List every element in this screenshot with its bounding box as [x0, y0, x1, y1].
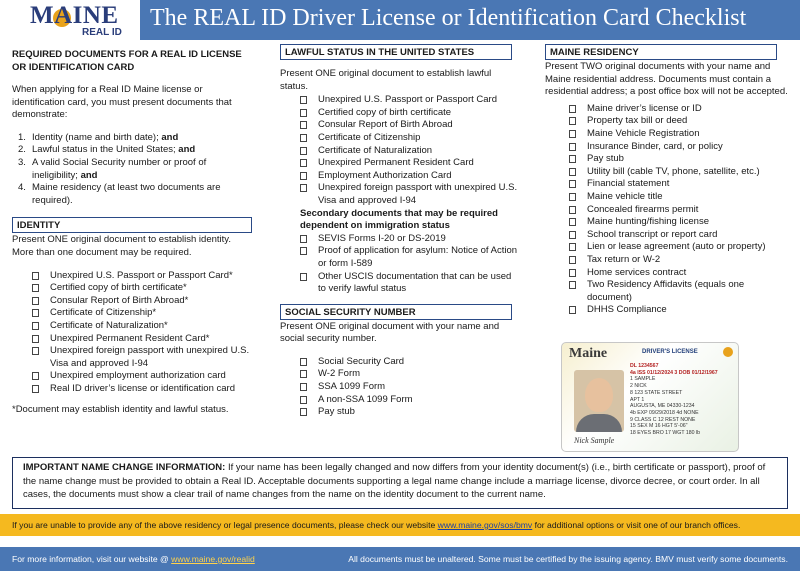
page-title: The REAL ID Driver License or Identification Card Checklist — [150, 5, 747, 31]
item-number: 4. — [18, 182, 26, 194]
checkbox[interactable] — [300, 109, 307, 117]
checklist-item — [280, 182, 520, 207]
checkbox[interactable] — [569, 143, 576, 151]
checkbox[interactable] — [569, 117, 576, 125]
name-change-box — [12, 457, 788, 509]
checklist-item-label: SSA 1099 Form — [318, 381, 386, 393]
checkbox[interactable] — [300, 172, 307, 180]
checklist-item-label: Certified copy of birth certificate — [318, 106, 452, 118]
realid-website-link[interactable]: www.maine.gov/realid — [171, 554, 255, 564]
checkbox[interactable] — [569, 193, 576, 201]
required-heading: REQUIRED DOCUMENTS FOR A REAL ID LICENSE OR IDENTIFICATION CARD — [12, 49, 242, 73]
card-type: DRIVER'S LICENSE — [642, 349, 698, 355]
card-detail-line: 8 123 STATE STREET — [630, 389, 683, 396]
checklist-item — [545, 166, 790, 179]
photo-shirt — [576, 414, 622, 432]
checkbox[interactable] — [300, 273, 307, 281]
checklist-item-label: Certificate of Citizenship — [318, 131, 421, 143]
item-number: 3. — [18, 156, 26, 168]
card-signature: Nick Sample — [574, 436, 615, 445]
checklist-item — [12, 370, 252, 383]
checklist-item — [280, 107, 520, 120]
card-detail-line: AUGUSTA, ME 04330-1234 — [630, 403, 695, 410]
checklist-item — [280, 394, 520, 407]
card-detail-line: 2 NICK — [630, 383, 647, 390]
item-text: Maine residency (at least two documents are required). — [32, 182, 221, 206]
checkbox[interactable] — [300, 134, 307, 142]
card-detail-line: 4b EXP 09/29/2018 4d NONE — [630, 409, 699, 416]
checkbox[interactable] — [569, 168, 576, 176]
checkbox[interactable] — [569, 243, 576, 251]
residency-checklist — [545, 103, 790, 317]
checklist-item — [545, 267, 790, 280]
checklist-item-label: A non-SSA 1099 Form — [318, 393, 413, 405]
checklist-item-label: Employment Authorization Card — [318, 169, 452, 181]
item-conjunction: and — [161, 131, 179, 143]
checklist-item-label: Pay stub — [318, 406, 355, 418]
ssn-intro: Present ONE original document with your name and social security number. — [280, 320, 500, 345]
notice-text-after: for additional options or visit one of our branch offices. — [532, 520, 741, 530]
checkbox[interactable] — [300, 383, 307, 391]
card-details — [630, 363, 735, 437]
name-change-paragraph — [23, 461, 777, 502]
checklist-item-label: Social Security Card — [318, 355, 405, 367]
item-conjunction: and — [178, 144, 196, 156]
identity-footnote: *Document may establish identity and lawful status. — [12, 404, 229, 416]
checklist-item-label: School transcript or report card — [587, 228, 718, 240]
lawful-intro: Present ONE original document to establish lawful status. — [280, 68, 492, 92]
checklist-item — [545, 241, 790, 254]
checklist-item-label: Unexpired U.S. Passport or Passport Card* — [50, 269, 233, 281]
checklist-item — [545, 103, 790, 116]
checklist-item — [12, 383, 252, 396]
checklist-item-label: Certificate of Naturalization* — [50, 319, 168, 331]
bmv-website-link[interactable]: www.maine.gov/sos/bmv — [437, 520, 533, 530]
checkbox[interactable] — [32, 309, 39, 317]
checklist-item-label: Certificate of Citizenship* — [50, 307, 157, 319]
checklist-item-label: Home services contract — [587, 266, 687, 278]
checkbox[interactable] — [300, 408, 307, 416]
checklist-item — [545, 178, 790, 191]
checkbox[interactable] — [569, 155, 576, 163]
logo-word: MAINE — [30, 2, 119, 29]
checklist-item-label: Maine vehicle title — [587, 190, 663, 202]
card-detail-line: DL 1234567 — [630, 363, 659, 369]
checklist-item — [280, 157, 520, 170]
identity-intro: Present ONE original document to establish identity. More than one document may be required. — [12, 234, 231, 258]
item-number: 1. — [18, 131, 26, 143]
card-photo — [574, 370, 624, 432]
item-text: Lawful status in the United States; — [32, 144, 179, 156]
ssn-checklist — [280, 356, 520, 419]
checklist-item-label: Consular Report of Birth Abroad* — [50, 294, 189, 306]
card-brand: Maine — [569, 346, 608, 361]
checklist-item — [280, 406, 520, 419]
checklist-item — [280, 368, 520, 381]
checkbox[interactable] — [32, 385, 39, 393]
title-bar — [140, 0, 800, 40]
residency-heading: MAINE RESIDENCY — [545, 44, 777, 60]
checkbox[interactable] — [569, 281, 576, 289]
left-column — [12, 48, 252, 417]
checkbox[interactable] — [300, 184, 307, 192]
checklist-item-label: Concealed firearms permit — [587, 203, 699, 215]
checkbox[interactable] — [569, 105, 576, 113]
checklist-item-label: Real ID driver’s license or identification card — [50, 382, 235, 394]
checklist-item — [280, 145, 520, 158]
checkbox[interactable] — [300, 96, 307, 104]
checklist-item-label: Lien or lease agreement (auto or property) — [587, 241, 766, 253]
checklist-item — [545, 254, 790, 267]
checklist-item-label: Unexpired Permanent Resident Card* — [50, 332, 210, 344]
checkbox[interactable] — [300, 247, 307, 255]
checkbox[interactable] — [569, 206, 576, 214]
checklist-item — [545, 115, 790, 128]
checklist-item-label: Maine Vehicle Registration — [587, 127, 700, 139]
checklist-item-label: Unexpired employment authorization card — [50, 370, 226, 382]
card-detail-line: 15 SEX M 16 HGT 5'-06" — [630, 423, 688, 430]
checklist-item-label: Other USCIS documentation that can be used to verify lawful status — [318, 270, 512, 295]
checkbox[interactable] — [569, 231, 576, 239]
required-item — [12, 132, 252, 145]
footer-disclaimer: All documents must be unaltered. Some must be certified by the issuing agency. BMV must verify some documents. — [348, 554, 788, 564]
checklist-item-label: Unexpired Permanent Resident Card — [318, 157, 474, 169]
checklist-item — [280, 233, 520, 246]
real-id-star-icon — [723, 347, 733, 357]
checklist-item — [12, 270, 252, 283]
checkbox[interactable] — [569, 256, 576, 264]
checkbox[interactable] — [32, 272, 39, 280]
right-column — [545, 44, 790, 317]
identity-checklist — [12, 270, 252, 396]
checklist-item — [280, 356, 520, 369]
checklist-item — [12, 320, 252, 333]
checklist-item-label: SEVIS Forms I-20 or DS-2019 — [318, 232, 446, 244]
checklist-item-label: Financial statement — [587, 178, 670, 190]
card-detail-line: 1 SAMPLE — [630, 376, 656, 383]
checklist-item — [280, 245, 520, 270]
checkbox[interactable] — [569, 218, 576, 226]
required-item — [12, 157, 252, 182]
notice-text-before: If you are unable to provide any of the above residency or legal presence documents, please check our website — [12, 520, 438, 530]
required-intro: When applying for a Real ID Maine license or identification card, you must present documents that demonstrate: — [12, 84, 232, 121]
page-footer — [0, 547, 800, 571]
card-detail-line: 18 EYES BRO 17 WGT 180 lb — [630, 430, 700, 437]
checklist-item — [12, 333, 252, 346]
checkbox[interactable] — [300, 358, 307, 366]
checklist-item-label: Certified copy of birth certificate* — [50, 282, 187, 294]
notice-bar — [0, 514, 800, 536]
checklist-item-label: Utility bill (cable TV, phone, satellite, etc.) — [587, 165, 760, 177]
item-text: A valid Social Security number or proof of ineligibility; — [32, 156, 207, 181]
checkbox[interactable] — [32, 372, 39, 380]
checkbox[interactable] — [569, 180, 576, 188]
lawful-heading: LAWFUL STATUS IN THE UNITED STATES — [280, 44, 512, 60]
checklist-item — [12, 295, 252, 308]
lawful-checklist — [280, 94, 520, 207]
checklist-item — [12, 307, 252, 320]
checkbox[interactable] — [569, 269, 576, 277]
checklist-item — [545, 141, 790, 154]
checkbox[interactable] — [569, 130, 576, 138]
checklist-item — [545, 304, 790, 317]
checklist-item-label: Insurance Binder, card, or policy — [587, 140, 723, 152]
checklist-item — [280, 119, 520, 132]
item-number: 2. — [18, 144, 26, 156]
checklist-item-label: Unexpired U.S. Passport or Passport Card — [318, 94, 497, 106]
checklist-item-label: Tax return or W-2 — [587, 253, 661, 265]
middle-column — [280, 44, 520, 419]
checklist-item — [545, 128, 790, 141]
checklist-item-label: Certificate of Naturalization — [318, 144, 433, 156]
checkbox[interactable] — [300, 396, 307, 404]
checklist-item — [280, 132, 520, 145]
card-detail-line: 4a ISS 01/12/2024 3 DOB 01/12/1967 — [630, 369, 718, 376]
maine-real-id-logo — [0, 0, 140, 40]
checkbox[interactable] — [569, 306, 576, 314]
page-header — [0, 0, 800, 40]
checklist-item — [280, 271, 520, 296]
name-change-text: If your name has been legally changed and now differs from your identity document(s) (i.e., birth certificate or passport), proof of the name change must be provided to obtain a Real ID. Acceptable documents supporting a legal name change include a marriage license, divorce decree, or court order. In all cases, the documents must show a clear trail of name changes from the name on the identity document to the current name. — [23, 462, 766, 500]
checkbox[interactable] — [300, 370, 307, 378]
sample-license-card — [561, 342, 739, 452]
identity-heading: IDENTITY — [12, 217, 252, 233]
checkbox[interactable] — [300, 159, 307, 167]
secondary-checklist — [280, 233, 520, 296]
checkbox[interactable] — [32, 284, 39, 292]
residency-intro: Present TWO original documents with your name and Maine residential address. Documents must contain a residential address; a post office box will not be accepted. — [545, 61, 788, 98]
checklist-item — [12, 345, 252, 370]
item-conjunction: and — [80, 169, 98, 181]
checklist-item — [280, 94, 520, 107]
checklist-item-label: Unexpired foreign passport with unexpired U.S. Visa and approved I-94 — [318, 182, 518, 206]
checklist-item — [545, 153, 790, 166]
card-detail-line: APT 1 — [630, 396, 645, 403]
checklist-item — [545, 191, 790, 204]
card-detail-line: 9 CLASS C 12 REST NONE — [630, 416, 696, 423]
checkbox[interactable] — [32, 297, 39, 305]
footer-left — [12, 547, 255, 571]
checklist-item — [545, 279, 790, 304]
required-list — [12, 132, 252, 208]
checklist-item — [545, 216, 790, 229]
required-item — [12, 182, 252, 207]
checklist-item-label: Property tax bill or deed — [587, 115, 688, 127]
checklist-item — [280, 381, 520, 394]
checkbox[interactable] — [300, 121, 307, 129]
checklist-item-label: Maine driver’s license or ID — [587, 102, 702, 114]
secondary-heading: Secondary documents that may be required dependent on immigration status — [300, 207, 498, 232]
checklist-item-label: Two Residency Affidavits (equals one document) — [587, 279, 745, 303]
checklist-item — [545, 229, 790, 242]
checklist-item-label: Consular Report of Birth Abroad — [318, 119, 453, 131]
checklist-item-label: Maine hunting/fishing license — [587, 216, 709, 228]
required-item — [12, 144, 252, 157]
logo-subtitle: REAL ID — [82, 27, 122, 38]
checkbox[interactable] — [32, 335, 39, 343]
checklist-item-label: Unexpired foreign passport with unexpired U.S. Visa and approved I-94 — [50, 345, 250, 369]
checklist-item-label: W-2 Form — [318, 368, 361, 380]
checklist-item-label: Proof of application for asylum: Notice of Action or form I-589 — [318, 245, 518, 269]
checkbox[interactable] — [300, 147, 307, 155]
checklist-item — [280, 170, 520, 183]
name-change-label: IMPORTANT NAME CHANGE INFORMATION: — [23, 462, 226, 473]
item-text: Identity (name and birth date); — [32, 131, 162, 143]
ssn-heading: SOCIAL SECURITY NUMBER — [280, 304, 512, 320]
checkbox[interactable] — [300, 235, 307, 243]
checkbox[interactable] — [32, 347, 39, 355]
checklist-item — [12, 282, 252, 295]
photo-face — [585, 378, 613, 412]
footer-left-text: For more information, visit our website @ — [12, 554, 172, 564]
checklist-item-label: Pay stub — [587, 153, 624, 165]
checkbox[interactable] — [32, 322, 39, 330]
checklist-item-label: DHHS Compliance — [587, 304, 667, 316]
checklist-item — [545, 204, 790, 217]
